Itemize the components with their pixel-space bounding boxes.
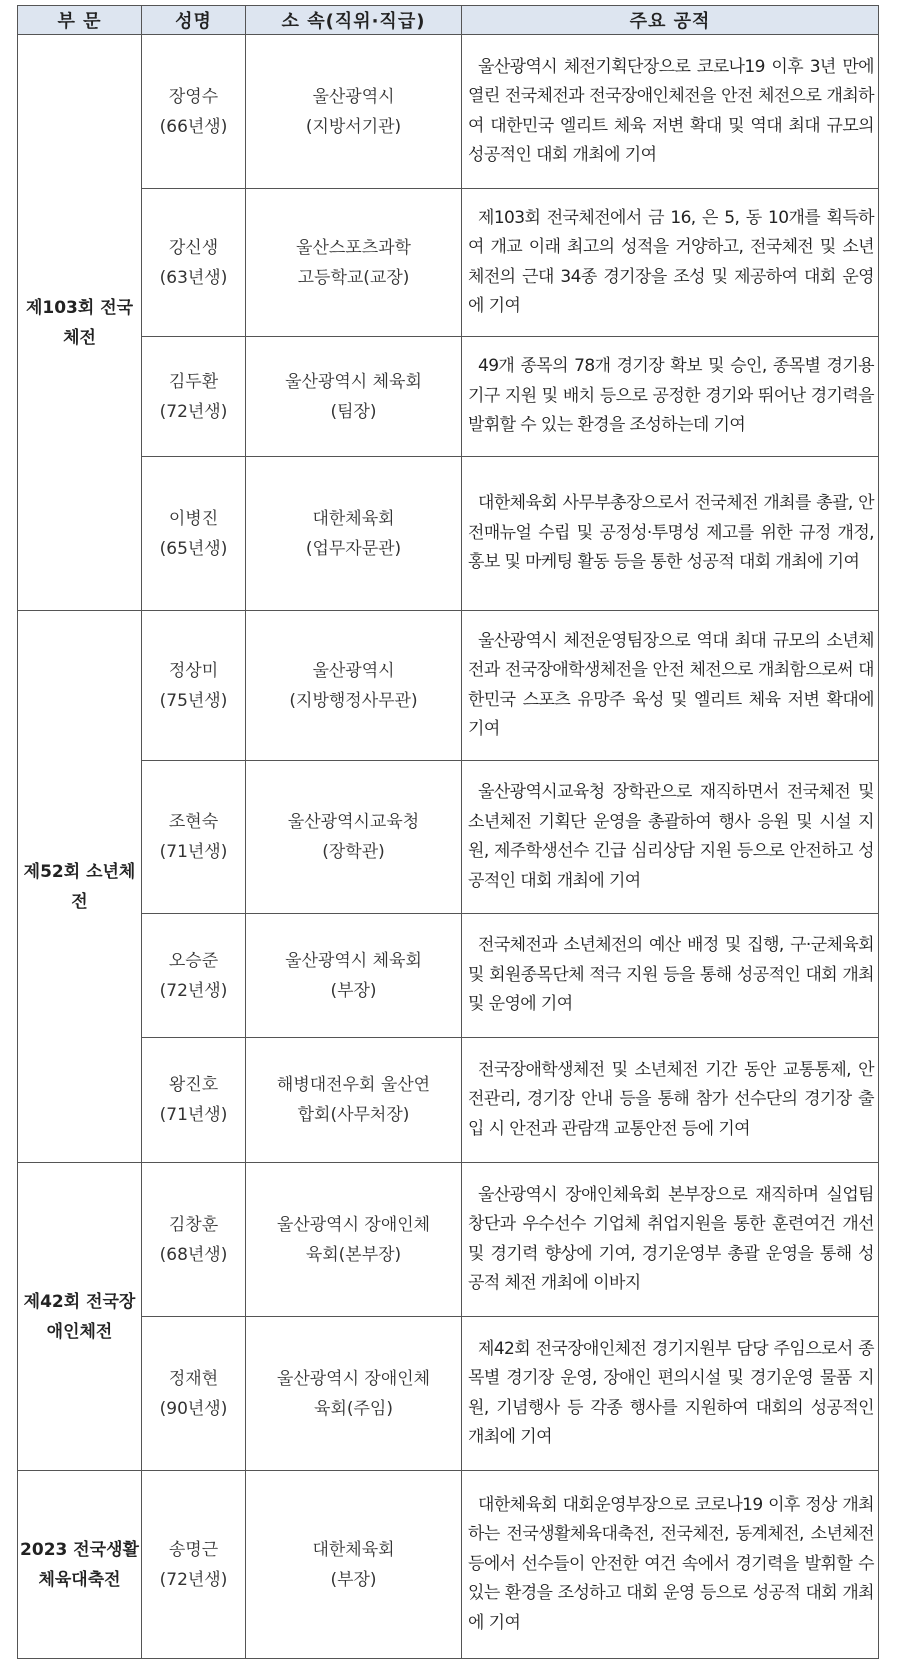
affiliation-cell: [246, 1471, 462, 1659]
header-achievement: 주요 공적: [462, 6, 879, 35]
affiliation-cell: [246, 914, 462, 1038]
achievement-cell: 제42회 전국장애인체전 경기지원부 담당 주임으로서 종목별 경기장 운영, 장애인 편의시설 및 경기운영 물품 지원, 기념행사 등 각종 행사를 지원하여 대회의 성공적인 개최에 기여: [462, 1317, 879, 1471]
name-cell: [142, 1471, 246, 1659]
organization: 대한체육회: [312, 1539, 395, 1560]
table-row: [18, 337, 879, 457]
name-cell: [142, 337, 246, 457]
affiliation-cell: [246, 761, 462, 914]
achievement-cell: 울산광역시 장애인체육회 본부장으로 재직하며 실업팀 창단과 우수선수 기업체 취업지원을 통한 훈련여건 개선 및 경기력 향상에 기여, 경기운영부 총괄 운영을 통해 성공적 체전 개최에 이바지: [462, 1163, 879, 1317]
person-name: 오승준: [168, 950, 219, 971]
birth-year: (72년생): [159, 980, 228, 1001]
position: (지방서기관): [305, 116, 402, 137]
position: (부장): [330, 980, 377, 1001]
name-cell: [142, 189, 246, 337]
table-row: [18, 1163, 879, 1317]
name-cell: [142, 914, 246, 1038]
table-row: [18, 457, 879, 611]
birth-year: (63년생): [159, 267, 228, 288]
name-cell: [142, 1163, 246, 1317]
header-name: 성명: [142, 6, 246, 35]
person-name: 강신생: [168, 237, 219, 258]
position: (부장): [330, 1569, 377, 1590]
organization: 울산광역시 체육회: [285, 950, 422, 971]
position: (팀장): [330, 401, 377, 422]
table-row: [18, 914, 879, 1038]
achievement-cell: 전국장애학생체전 및 소년체전 기간 동안 교통통제, 안전관리, 경기장 안내 등을 통해 참가 선수단의 경기장 출입 시 안전과 관람객 교통안전 등에 기여: [462, 1038, 879, 1163]
name-cell: [142, 1317, 246, 1471]
affiliation-cell: [246, 1163, 462, 1317]
person-name: 김두환: [168, 371, 219, 392]
birth-year: (71년생): [159, 1105, 228, 1125]
position: 고등학교(교장): [297, 267, 410, 288]
position: (지방행정사무관): [289, 690, 418, 711]
birth-year: (65년생): [159, 538, 228, 559]
table-row: [18, 1317, 879, 1471]
award-table: [17, 5, 879, 1659]
table-row: [18, 35, 879, 189]
division-cell: 제103회 전국체전: [18, 35, 142, 611]
organization: 울산광역시 체육회: [285, 371, 422, 392]
header-row: [18, 6, 879, 35]
affiliation-cell: [246, 189, 462, 337]
position: (업무자문관): [305, 538, 402, 559]
birth-year: (71년생): [159, 842, 228, 862]
person-name: 왕진호: [168, 1075, 219, 1095]
birth-year: (75년생): [159, 690, 228, 711]
achievement-cell: 대한체육회 대회운영부장으로 코로나19 이후 정상 개최하는 전국생활체육대축전, 전국체전, 동계체전, 소년체전 등에서 선수들이 안전한 여건 속에서 경기력을 발휘할 수 있는 환경을 조성하고 대회 운영 등으로 성공적 대회 개최에 기여: [462, 1471, 879, 1659]
affiliation-cell: [246, 1317, 462, 1471]
position: 육회(주임): [314, 1398, 393, 1419]
person-name: 정상미: [168, 660, 219, 681]
organization: 울산광역시교육청: [287, 812, 420, 832]
organization: 울산광역시: [312, 660, 395, 681]
table-row: [18, 189, 879, 337]
person-name: 조현숙: [168, 812, 219, 832]
division-cell: 2023 전국생활체육대축전: [18, 1471, 142, 1659]
person-name: 장영수: [168, 86, 219, 107]
person-name: 정재현: [168, 1368, 219, 1389]
table-row: [18, 1038, 879, 1163]
position: 합회(사무처장): [297, 1105, 410, 1125]
person-name: 송명근: [168, 1539, 219, 1560]
organization: 대한체육회: [312, 508, 395, 529]
birth-year: (68년생): [159, 1244, 228, 1265]
achievement-cell: 전국체전과 소년체전의 예산 배정 및 집행, 구·군체육회 및 회원종목단체 적극 지원 등을 통해 성공적인 대회 개최 및 운영에 기여: [462, 914, 879, 1038]
position: (장학관): [322, 842, 385, 862]
table-row: [18, 761, 879, 914]
name-cell: [142, 611, 246, 761]
achievement-cell: 대한체육회 사무부총장으로서 전국체전 개최를 총괄, 안전매뉴얼 수립 및 공정성·투명성 제고를 위한 규정 개정, 홍보 및 마케팅 활동 등을 통한 성공적 대회 개최에 기여: [462, 457, 879, 611]
achievement-cell: 제103회 전국체전에서 금 16, 은 5, 동 10개를 획득하여 개교 이래 최고의 성적을 거양하고, 전국체전 및 소년체전의 근대 34종 경기장을 조성 및 제공하여 대회 운영에 기여: [462, 189, 879, 337]
birth-year: (90년생): [159, 1398, 228, 1419]
birth-year: (72년생): [159, 401, 228, 422]
affiliation-cell: [246, 611, 462, 761]
position: 육회(본부장): [305, 1244, 402, 1265]
table-row: [18, 611, 879, 761]
organization: 울산스포츠과학: [296, 237, 411, 258]
organization: 울산광역시 장애인체: [276, 1368, 431, 1389]
birth-year: (66년생): [159, 116, 228, 137]
affiliation-cell: [246, 457, 462, 611]
name-cell: [142, 457, 246, 611]
name-cell: [142, 1038, 246, 1163]
header-division: 부 문: [18, 6, 142, 35]
person-name: 이병진: [168, 508, 219, 529]
organization: 울산광역시 장애인체: [276, 1214, 431, 1235]
birth-year: (72년생): [159, 1569, 228, 1590]
name-cell: [142, 761, 246, 914]
organization: 울산광역시: [312, 86, 395, 107]
achievement-cell: 울산광역시교육청 장학관으로 재직하면서 전국체전 및 소년체전 기획단 운영을 총괄하여 행사 응원 및 시설 지원, 제주학생선수 긴급 심리상담 지원 등으로 안전하고 성공적인 대회 개최에 기여: [462, 761, 879, 914]
header-affiliation: 소 속(직위·직급): [246, 6, 462, 35]
table-row: [18, 1471, 879, 1659]
division-cell: 제42회 전국장애인체전: [18, 1163, 142, 1471]
affiliation-cell: [246, 1038, 462, 1163]
affiliation-cell: [246, 337, 462, 457]
achievement-cell: 울산광역시 체전운영팀장으로 역대 최대 규모의 소년체전과 전국장애학생체전을 안전 체전으로 개최함으로써 대한민국 스포츠 유망주 육성 및 엘리트 체육 저변 확대에 기여: [462, 611, 879, 761]
achievement-cell: 49개 종목의 78개 경기장 확보 및 승인, 종목별 경기용기구 지원 및 배치 등으로 공정한 경기와 뛰어난 경기력을 발휘할 수 있는 환경을 조성하는데 기여: [462, 337, 879, 457]
organization: 해병대전우회 울산연: [276, 1075, 431, 1095]
division-cell: 제52회 소년체전: [18, 611, 142, 1163]
affiliation-cell: [246, 35, 462, 189]
person-name: 김창훈: [168, 1214, 219, 1235]
name-cell: [142, 35, 246, 189]
achievement-cell: 울산광역시 체전기획단장으로 코로나19 이후 3년 만에 열린 전국체전과 전국장애인체전을 안전 체전으로 개최하여 대한민국 엘리트 체육 저변 확대 및 역대 최대 규모의 성공적인 대회 개최에 기여: [462, 35, 879, 189]
